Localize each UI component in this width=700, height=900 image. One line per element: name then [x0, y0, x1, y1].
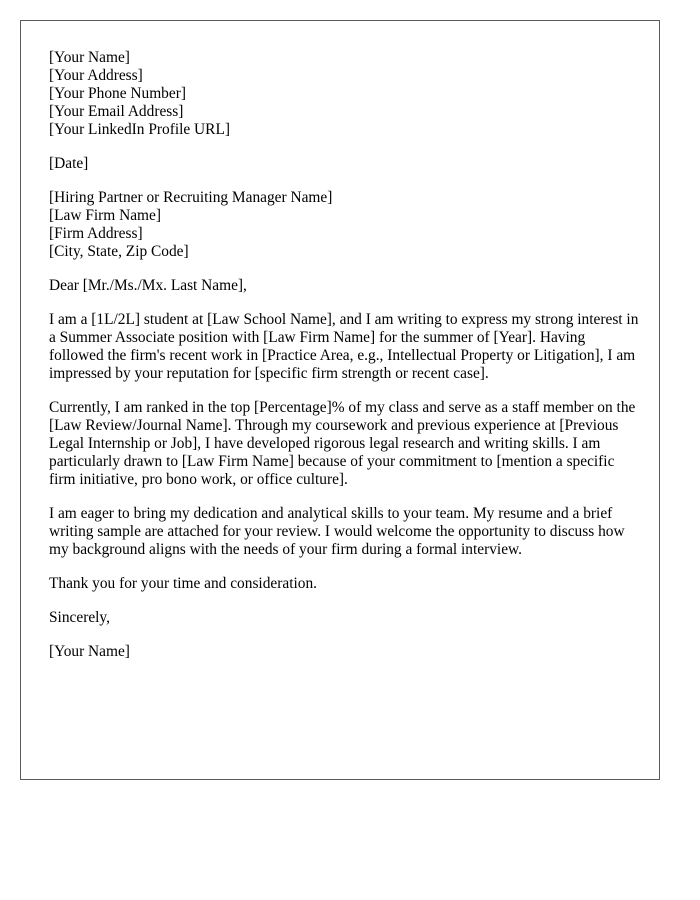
sender-name: [Your Name] — [49, 49, 130, 66]
body-paragraph-4: Thank you for your time and consideration. — [49, 575, 317, 592]
recipient-firm: [Law Firm Name] — [49, 207, 161, 224]
letter-page — [20, 20, 660, 780]
sender-phone: [Your Phone Number] — [49, 85, 186, 102]
sender-linkedin: [Your LinkedIn Profile URL] — [49, 121, 230, 138]
date-block — [49, 155, 639, 173]
recipient-address: [Firm Address] — [49, 225, 143, 242]
body-paragraph-1: I am a [1L/2L] student at [Law School Name], and I am writing to express my strong interest in a Summer Associate position with [Law Firm Name] for the summer of [Year]. Having followed the firm's recent work in [Practice Area, e.g., Intellectual Property or Litigation], I am impressed by your reputation for [specific firm strength or recent case]. — [49, 311, 639, 382]
cover-letter — [49, 49, 639, 677]
recipient-name: [Hiring Partner or Recruiting Manager Name] — [49, 189, 333, 206]
sender-email: [Your Email Address] — [49, 103, 184, 120]
body-paragraph-3: I am eager to bring my dedication and analytical skills to your team. My resume and a brief writing sample are attached for your review. I would welcome the opportunity to discuss how my background aligns with the needs of your firm during a formal interview. — [49, 505, 625, 558]
body-paragraph-2: Currently, I am ranked in the top [Percentage]% of my class and serve as a staff member on the [Law Review/Journal Name]. Through my coursework and previous experience at [Previous Legal Internship or Job], I have developed rigorous legal research and writing skills. I am particularly drawn to [Law Firm Name] because of your commitment to [mention a specific firm initiative, pro bono work, or office culture]. — [49, 399, 636, 488]
salutation: Dear [Mr./Ms./Mx. Last Name], — [49, 277, 247, 294]
closing: Sincerely, — [49, 609, 110, 626]
recipient-block — [49, 189, 639, 261]
sender-address: [Your Address] — [49, 67, 143, 84]
recipient-city: [City, State, Zip Code] — [49, 243, 189, 260]
signature: [Your Name] — [49, 643, 130, 660]
sender-block — [49, 49, 639, 139]
letter-date: [Date] — [49, 155, 89, 172]
